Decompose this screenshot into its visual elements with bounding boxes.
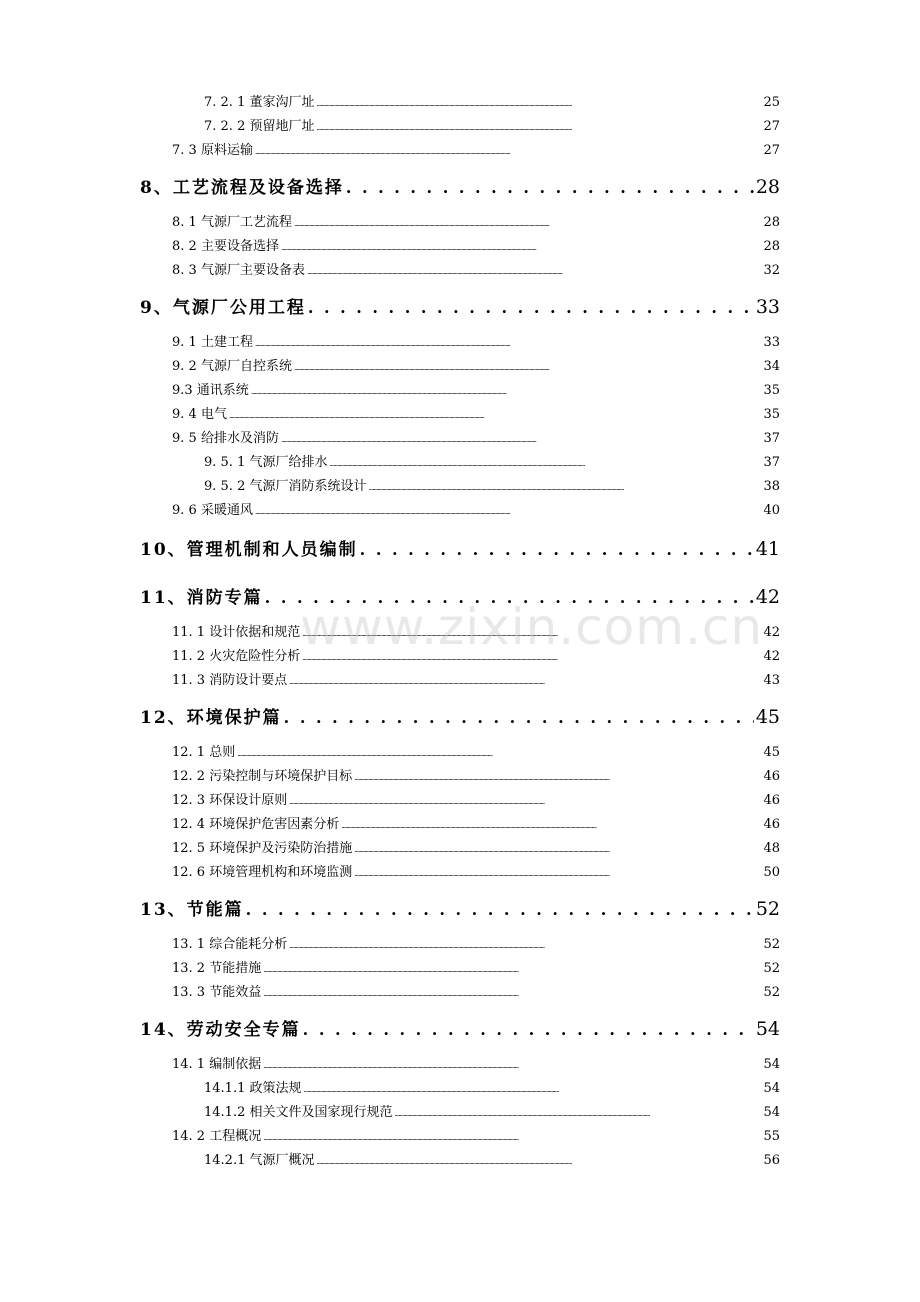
toc-entry[interactable] (204, 1077, 780, 1095)
toc-entry[interactable] (172, 1125, 780, 1143)
toc-chapter-entry[interactable] (140, 293, 780, 319)
dot-leader (263, 1062, 761, 1070)
toc-entry-title: 14. 1 编制依据 (172, 1057, 262, 1072)
toc-entry-title: 9.3 通讯系统 (172, 383, 249, 398)
toc-entry-title: 12. 1 总则 (172, 745, 236, 760)
dot-leader (263, 1134, 761, 1142)
toc-entry-page: 50 (763, 865, 780, 880)
toc-entry-page: 42 (763, 649, 780, 664)
toc-entry[interactable] (172, 645, 780, 663)
toc-chapter-entry[interactable] (140, 535, 780, 561)
dot-leader (394, 1110, 761, 1118)
toc-entry-page: 37 (763, 431, 780, 446)
toc-entry[interactable] (172, 427, 780, 445)
toc-chapter-entry[interactable] (140, 703, 780, 729)
toc-entry-page: 54 (755, 1018, 780, 1040)
toc-entry-title: 14.1.2 相关文件及国家现行规范 (204, 1105, 393, 1120)
toc-entry-page: 27 (763, 143, 780, 158)
dot-leader (341, 822, 761, 830)
toc-entry-page: 56 (763, 1153, 780, 1168)
dot-leader (303, 1020, 754, 1039)
dot-leader (255, 508, 762, 516)
toc-entry[interactable] (172, 789, 780, 807)
dot-leader (294, 364, 762, 372)
dot-leader (251, 388, 762, 396)
toc-entry-title: 7. 2. 1 董家沟厂址 (204, 95, 315, 110)
toc-entry-title: 13. 3 节能效益 (172, 985, 262, 1000)
dot-leader (281, 436, 762, 444)
dot-leader (302, 630, 761, 638)
toc-entry-page: 52 (763, 985, 780, 1000)
dot-leader (316, 1158, 761, 1166)
toc-entry-title: 12. 6 环境管理机构和环境监测 (172, 865, 353, 880)
dot-leader (265, 588, 754, 607)
toc-entry-page: 52 (755, 898, 780, 920)
dot-leader (303, 1086, 761, 1094)
toc-entry-title: 7. 3 原料运输 (172, 143, 253, 158)
dot-leader (289, 942, 761, 950)
toc-entry-page: 42 (755, 586, 780, 608)
toc-entry-page: 28 (755, 176, 780, 198)
toc-entry-title: 11、消防专篇 (140, 588, 263, 608)
toc-entry[interactable] (172, 813, 780, 831)
dot-leader (284, 708, 754, 727)
dot-leader (329, 460, 761, 468)
toc-entry-title: 9. 5. 1 气源厂给排水 (204, 455, 328, 470)
toc-entry[interactable] (172, 669, 780, 687)
toc-entry[interactable] (172, 741, 780, 759)
toc-entry-page: 32 (763, 263, 780, 278)
toc-chapter-entry[interactable] (140, 895, 780, 921)
dot-leader (237, 750, 761, 758)
toc-entry-page: 35 (763, 407, 780, 422)
toc-entry-title: 8. 2 主要设备选择 (172, 239, 279, 254)
toc-entry-page: 54 (763, 1105, 780, 1120)
dot-leader (294, 220, 762, 228)
toc-entry-page: 37 (763, 455, 780, 470)
toc-entry-title: 9. 1 土建工程 (172, 335, 253, 350)
toc-entry-page: 33 (755, 296, 780, 318)
dot-leader (246, 900, 754, 919)
toc-entry-page: 45 (763, 745, 780, 760)
toc-entry-page: 35 (763, 383, 780, 398)
dot-leader (302, 654, 761, 662)
toc-entry-page: 42 (763, 625, 780, 640)
toc-entry[interactable] (204, 1149, 780, 1167)
toc-entry-title: 13. 1 综合能耗分析 (172, 937, 288, 952)
toc-entry[interactable] (172, 379, 780, 397)
dot-leader (307, 268, 762, 276)
toc-entry-title: 8、工艺流程及设备选择 (140, 178, 344, 198)
toc-entry-title: 12. 3 环保设计原则 (172, 793, 288, 808)
toc-entry[interactable] (204, 475, 780, 493)
toc-entry-title: 9. 4 电气 (172, 407, 227, 422)
dot-leader (281, 244, 762, 252)
dot-leader (368, 484, 761, 492)
toc-entry-page: 54 (763, 1057, 780, 1072)
toc-entry-page: 40 (763, 503, 780, 518)
toc-entry-title: 8. 3 气源厂主要设备表 (172, 263, 305, 278)
toc-entry[interactable] (172, 355, 780, 373)
toc-entry-title: 14. 2 工程概况 (172, 1129, 262, 1144)
toc-entry-page: 41 (755, 538, 780, 560)
toc-entry[interactable] (172, 331, 780, 349)
toc-entry-page: 25 (763, 95, 780, 110)
toc-entry[interactable] (172, 499, 780, 517)
toc-entry-title: 9. 5 给排水及消防 (172, 431, 279, 446)
toc-entry-page: 48 (763, 841, 780, 856)
toc-entry-title: 13、节能篇 (140, 900, 244, 920)
dot-leader (360, 540, 754, 559)
toc-entry-title: 14、劳动安全专篇 (140, 1020, 301, 1040)
toc-entry-title: 7. 2. 2 预留地厂址 (204, 119, 315, 134)
toc-entry[interactable] (172, 621, 780, 639)
toc-entry-title: 14.1.1 政策法规 (204, 1081, 302, 1096)
toc-entry-page: 43 (763, 673, 780, 688)
dot-leader (263, 966, 761, 974)
toc-chapter-entry[interactable] (140, 173, 780, 199)
toc-entry-title: 10、管理机制和人员编制 (140, 540, 358, 560)
toc-entry[interactable] (172, 765, 780, 783)
toc-entry-title: 12. 5 环境保护及污染防治措施 (172, 841, 353, 856)
dot-leader (354, 774, 761, 782)
toc-entry-title: 12. 2 污染控制与环境保护目标 (172, 769, 353, 784)
toc-entry[interactable] (172, 837, 780, 855)
toc-entry[interactable] (172, 235, 780, 253)
toc-entry-page: 52 (763, 961, 780, 976)
toc-entry-page: 33 (763, 335, 780, 350)
toc-entry-title: 9、气源厂公用工程 (140, 298, 306, 318)
dot-leader (289, 678, 761, 686)
toc-entry-title: 12. 4 环境保护危害因素分析 (172, 817, 340, 832)
toc-entry[interactable] (204, 91, 780, 109)
dot-leader (229, 412, 762, 420)
dot-leader (354, 846, 761, 854)
toc-entry[interactable] (172, 403, 780, 421)
toc-entry-page: 34 (763, 359, 780, 374)
dot-leader (289, 798, 761, 806)
toc-entry[interactable] (172, 211, 780, 229)
dot-leader (255, 340, 762, 348)
toc-chapter-entry[interactable] (140, 1015, 780, 1041)
toc-entry-title: 11. 1 设计依据和规范 (172, 625, 301, 640)
toc-entry[interactable] (172, 861, 780, 879)
toc-entry-page: 46 (763, 817, 780, 832)
dot-leader (354, 870, 761, 878)
toc-entry-title: 14.2.1 气源厂概况 (204, 1153, 315, 1168)
toc-entry-page: 28 (763, 239, 780, 254)
dot-leader (346, 178, 754, 197)
toc-entry-title: 9. 2 气源厂自控系统 (172, 359, 292, 374)
toc-entry[interactable] (172, 957, 780, 975)
toc-entry[interactable] (204, 115, 780, 133)
dot-leader (263, 990, 761, 998)
toc-entry-page: 55 (763, 1129, 780, 1144)
toc-entry-page: 45 (755, 706, 780, 728)
dot-leader (308, 298, 754, 317)
toc-entry[interactable] (172, 259, 780, 277)
toc-entry[interactable] (172, 933, 780, 951)
toc-entry-page: 28 (763, 215, 780, 230)
dot-leader (255, 148, 762, 156)
toc-entry[interactable] (172, 139, 780, 157)
toc-chapter-entry[interactable] (140, 583, 780, 609)
dot-leader (316, 100, 761, 108)
toc-entry-title: 11. 3 消防设计要点 (172, 673, 288, 688)
toc-entry[interactable] (172, 1053, 780, 1071)
toc-entry-page: 38 (763, 479, 780, 494)
toc-entry[interactable] (204, 1101, 780, 1119)
toc-entry-title: 9. 5. 2 气源厂消防系统设计 (204, 479, 367, 494)
toc-entry-page: 27 (763, 119, 780, 134)
dot-leader (316, 124, 761, 132)
toc-entry-page: 46 (763, 769, 780, 784)
toc-entry-page: 52 (763, 937, 780, 952)
toc-entry-title: 11. 2 火灾危险性分析 (172, 649, 301, 664)
toc-entry-page: 46 (763, 793, 780, 808)
toc-entry-title: 8. 1 气源厂工艺流程 (172, 215, 292, 230)
toc-entry[interactable] (172, 981, 780, 999)
toc-entry-title: 9. 6 采暖通风 (172, 503, 253, 518)
watermark: www.zixin.com.cn (300, 598, 764, 656)
toc-entry-title: 13. 2 节能措施 (172, 961, 262, 976)
toc-entry-page: 54 (763, 1081, 780, 1096)
toc-entry-title: 12、环境保护篇 (140, 708, 282, 728)
toc-entry[interactable] (204, 451, 780, 469)
